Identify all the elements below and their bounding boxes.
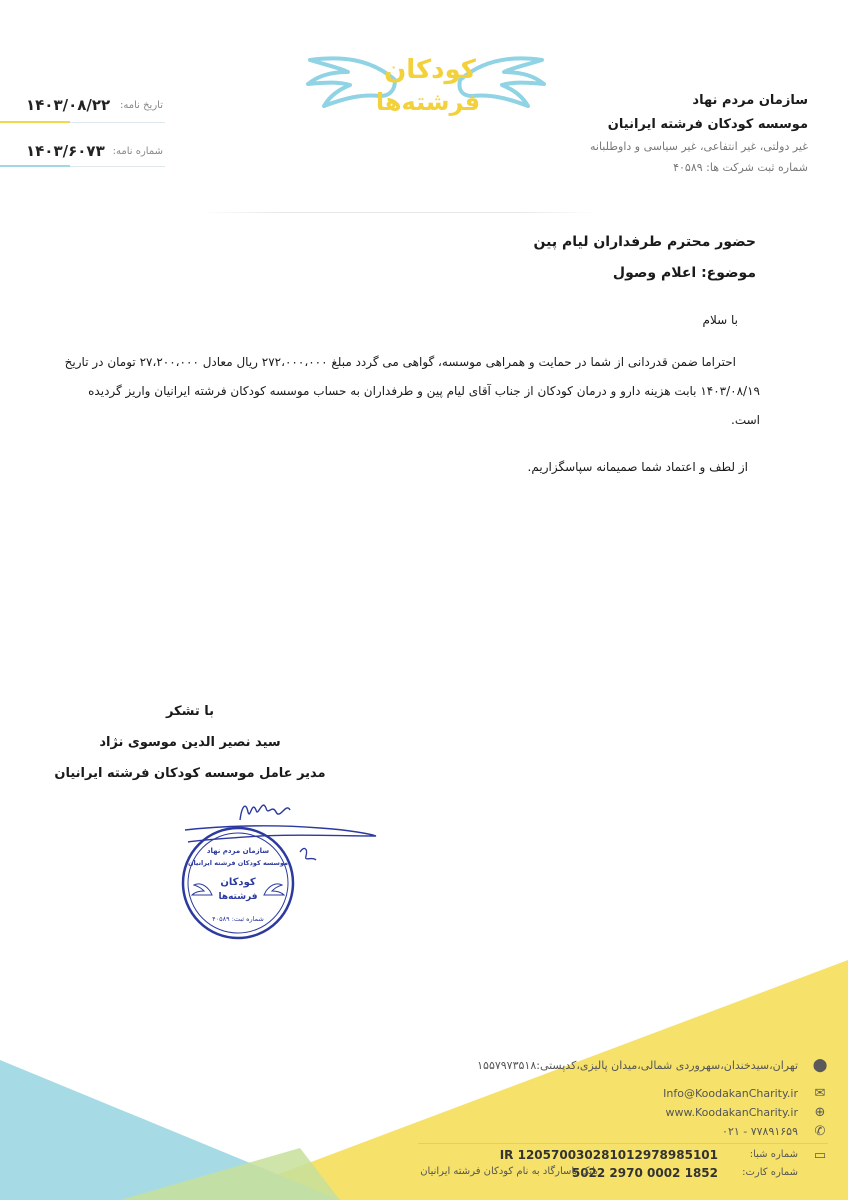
footer-address xyxy=(428,1058,828,1076)
org-type: سازمان مردم نهاد xyxy=(692,93,808,108)
footer-email xyxy=(428,1086,828,1104)
letter-number-accent xyxy=(0,165,70,167)
footer-card xyxy=(420,1166,828,1196)
footer-card-label: شماره کارت: xyxy=(742,1167,798,1178)
footer-website-text[interactable]: www.KoodakanCharity.ir xyxy=(665,1106,798,1119)
stamp-registration: شماره ثبت: ۴۰۵۸۹ xyxy=(212,915,264,923)
subject: موضوع: اعلام وصول xyxy=(612,265,756,281)
footer-email-text[interactable]: Info@KoodakanCharity.ir xyxy=(663,1087,798,1100)
location-pin-icon: ⬤ xyxy=(812,1058,828,1073)
footer-address-text: تهران،سیدخندان،سهروردی شمالی،میدان پالیزی،کدپستی:۱۵۵۷۹۷۳۵۱۸ xyxy=(477,1059,798,1072)
footer-card-value: 5022 2970 0002 1852 xyxy=(571,1166,718,1180)
letter-body: احتراما ضمن قدردانی از شما در حمایت و همراهی موسسه، گواهی می گردد مبلغ ۲۷۲،۰۰۰،۰۰۰ ریال معادل ۲۷،۲۰۰،۰۰۰ تومان در تاریخ ۱۴۰۳/۰۸/۱۹ بابت هزینه دارو و درمان کودکان از جناب آقای لیام پین و طرفداران به حساب موسسه کودکان فرشته ایرانیان واریز گردیده است. xyxy=(64,355,760,427)
phone-icon: ✆ xyxy=(814,1124,826,1139)
closing-thanks: از لطف و اعتماد شما صمیمانه سپاسگزاریم. xyxy=(527,460,748,474)
footer-card-note: بانک پاسارگاد به نام کودکان فرشته ایرانیان xyxy=(420,1166,598,1177)
greeting: با سلام xyxy=(702,313,738,327)
letter-date-accent xyxy=(0,121,70,123)
footer-sheba-value: IR 120570030281012978985101 xyxy=(499,1148,718,1162)
letter-number-value: ۱۴۰۳/۶۰۷۳ xyxy=(26,142,105,160)
signature-closing: با تشکر xyxy=(165,704,215,719)
footer-sheba-label: شماره شبا: xyxy=(749,1149,798,1160)
letter-date-value: ۱۴۰۳/۰۸/۲۲ xyxy=(26,96,111,114)
globe-icon: ⊕ xyxy=(814,1105,826,1120)
koodakan-fereshteh-logo xyxy=(300,38,550,123)
org-description: غیر دولتی، غیر انتفاعی، غیر سیاسی و داوطلبانه xyxy=(589,140,808,153)
org-registration-number: شماره ثبت شرکت ها: ۴۰۵۸۹ xyxy=(673,161,808,174)
footer-website xyxy=(428,1105,828,1123)
letter-date-label: تاریخ نامه: xyxy=(120,100,163,111)
footer-phone-text: ۰۲۱ - ۷۷۸۹۱۶۵۹ xyxy=(722,1125,798,1138)
org-name: موسسه کودکان فرشته ایرانیان xyxy=(607,117,808,132)
addressee: حضور محترم طرفداران لیام پین xyxy=(533,234,756,250)
email-icon: ✉ xyxy=(814,1086,826,1101)
logo-text-top: کودکان xyxy=(384,55,476,85)
footer-divider xyxy=(418,1143,828,1144)
header-divider xyxy=(200,212,598,213)
stamp-line2: موسسه کودکان فرشته ایرانیان xyxy=(187,859,289,867)
stamp-logo-bottom: فرشته‌ها xyxy=(218,892,258,902)
logo-text-bottom: فرشته‌ها xyxy=(375,88,481,116)
letter-number xyxy=(0,142,165,164)
stamp-line1: سازمان مردم نهاد xyxy=(206,847,270,855)
signer-title: مدیر عامل موسسه کودکان فرشته ایرانیان xyxy=(54,766,326,781)
stamp-logo-top: کودکان xyxy=(220,877,256,888)
letter-date xyxy=(0,96,165,118)
footer-phone xyxy=(428,1124,828,1142)
signer-name: سید نصیر الدین موسوی نژاد xyxy=(99,735,281,750)
footer-sheba xyxy=(428,1148,828,1166)
letter-number-label: شماره نامه: xyxy=(112,146,163,157)
bank-card-icon: ▭ xyxy=(813,1148,827,1163)
